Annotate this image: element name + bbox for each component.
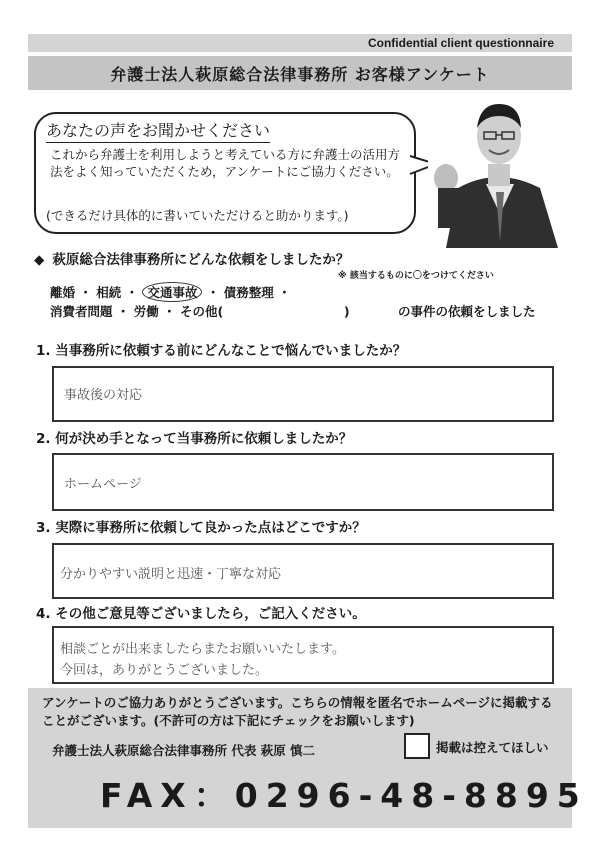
no-publish-checkbox[interactable] <box>404 733 430 759</box>
answer-1-box[interactable] <box>52 366 554 422</box>
option-debt[interactable]: 債務整理 <box>223 285 274 300</box>
other-close: ) <box>343 304 350 319</box>
question-4-label: 4. その他ご意見等ございましたら，ご記入ください。 <box>36 606 366 622</box>
answer-4-box[interactable] <box>52 626 554 684</box>
option-consumer[interactable]: 消費者問題 <box>50 304 113 319</box>
no-publish-label: 掲載は控えてほしい <box>436 740 549 755</box>
request-suffix: の事件の依頼をしました <box>398 304 536 319</box>
request-options-line1: 離婚 ・ 相続 ・ 交通事故 ・ 債務整理 ・ <box>50 282 291 302</box>
option-inheritance[interactable]: 相続 <box>96 285 122 300</box>
intro-heading: あなたの声をお聞かせください <box>46 118 270 143</box>
lawyer-photo <box>428 92 570 248</box>
fax-number: FAX：0296-48-8895 <box>100 776 588 815</box>
option-divorce[interactable]: 離婚 <box>50 285 76 300</box>
page-title: 弁護士法人萩原総合法律事務所 お客様アンケート <box>110 65 490 84</box>
answer-2-box[interactable] <box>52 453 554 511</box>
confidential-label: Confidential client questionnaire <box>367 36 554 50</box>
intro-note: (できるだけ具体的に書いていただけると助かります。) <box>46 208 349 223</box>
answer-1-text: 事故後の対応 <box>64 388 143 403</box>
question-3-label: 3. 実際に事務所に依頼して良かった点はどこですか？ <box>36 520 366 536</box>
answer-3-text: 分かりやすい説明と迅速・丁寧な対応 <box>60 567 282 582</box>
question-1-label: 1. 当事務所に依頼する前にどんなことで悩んでいましたか？ <box>36 343 407 359</box>
answer-2-text: ホームページ <box>64 477 142 492</box>
answer-4-text-line2: 今回は，ありがとうございました。 <box>60 663 269 678</box>
option-labor[interactable]: 労働 <box>133 304 159 319</box>
answer-3-box[interactable] <box>52 543 554 599</box>
option-traffic-accident[interactable]: 交通事故 <box>142 282 202 302</box>
option-other[interactable]: その他( <box>179 304 224 319</box>
footer-thanks: アンケートのご協力ありがとうございます。こちらの情報を匿名でホームページに掲載することがございます。(不許可の方は下記にチェックをお願いします) <box>42 695 553 728</box>
intro-body: これから弁護士を利用しようと考えている方に弁護士の活用方法をよく知っていただくため，アンケートにご協力ください。 <box>50 147 401 179</box>
question-2-label: 2. 何が決め手となって当事務所に依頼しましたか？ <box>36 431 353 447</box>
request-options-line2: 消費者問題 ・ 労働 ・ その他( ) <box>50 304 350 319</box>
request-question: ◆ 萩原総合法律事務所にどんな依頼をしましたか？ <box>34 252 350 268</box>
diamond-icon: ◆ <box>34 252 45 268</box>
request-instruction: ※ 該当するものに〇をつけてください <box>338 271 494 281</box>
office-name: 弁護士法人萩原総合法律事務所 代表 萩原 慎二 <box>52 743 316 758</box>
answer-4-text-line1: 相談ごとが出来ましたらまたお願いいたします。 <box>60 642 345 657</box>
